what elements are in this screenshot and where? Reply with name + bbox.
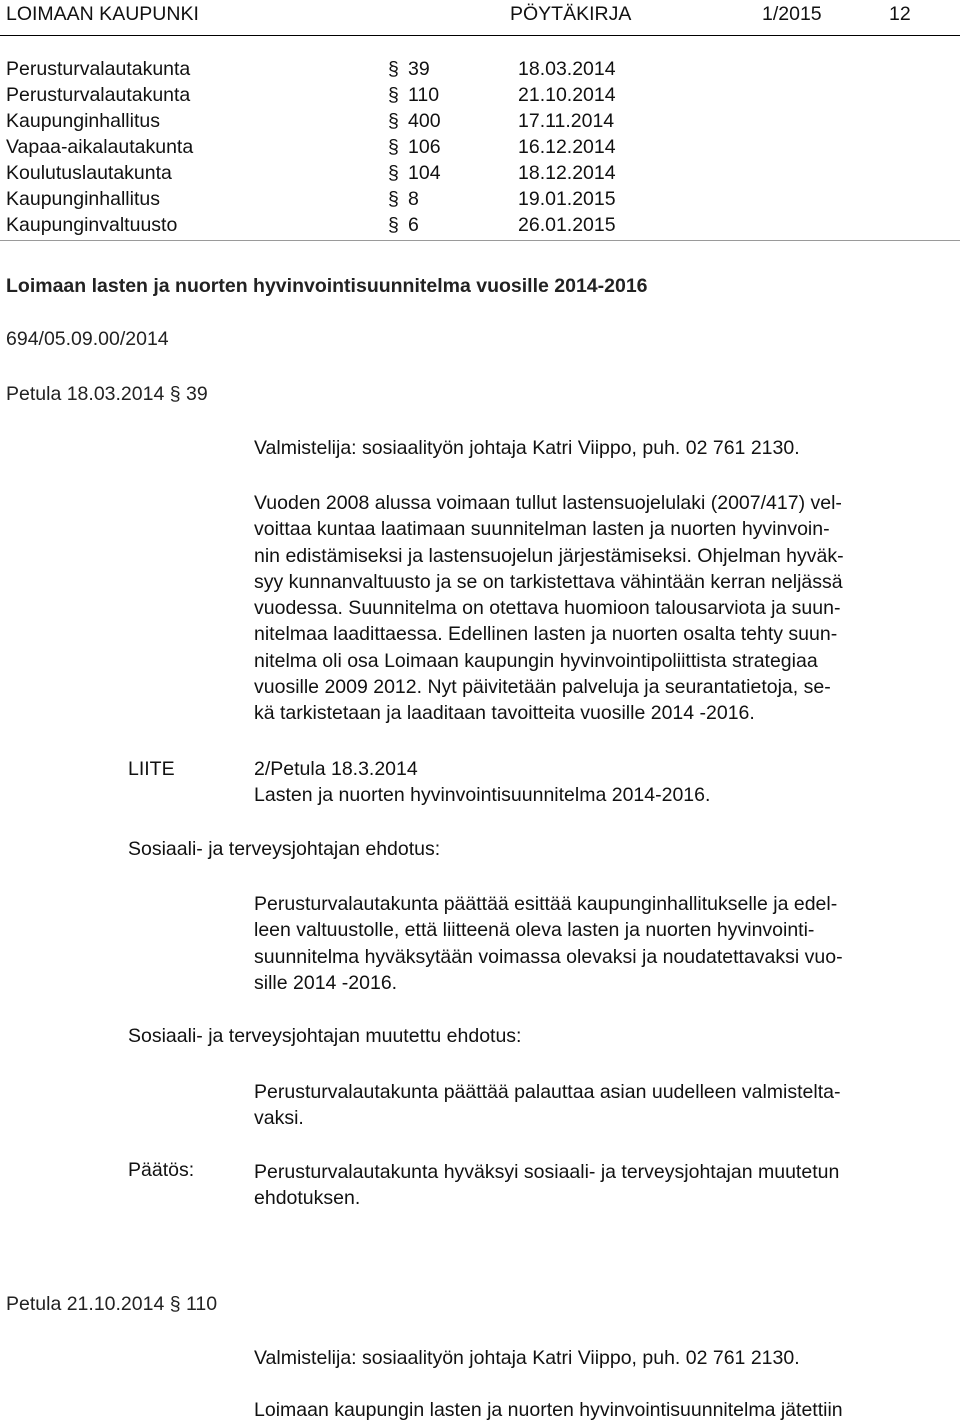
meeting-heading: Petula 18.03.2014 § 39 [6,383,208,405]
attachment-reference: 2/Petula 18.3.2014 [254,758,418,780]
decision-label: Päätös: [128,1159,195,1181]
history-section-number: 400 [408,110,441,132]
changed-proposal-label: Sosiaali- ja terveysjohtajan muutettu ehdotus: [128,1025,522,1047]
history-divider [0,240,960,241]
section-sign: § [388,188,399,210]
changed-proposal-paragraph [254,1079,840,1132]
history-date: 26.01.2015 [518,214,616,236]
paragraph-line: sille 2014 -2016. [254,971,398,994]
header-rule [0,35,960,36]
document-number: 1/2015 [762,3,822,25]
paragraph-line: nitelma oli osa Loimaan kaupungin hyvinvointipoliittista strategiaa [254,649,818,672]
history-section-number: 104 [408,162,441,184]
page-number: 12 [889,3,911,25]
document-type: PÖYTÄKIRJA [510,3,632,25]
history-section-number: 39 [408,58,430,80]
history-body: Koulutuslautakunta [6,162,172,184]
section-sign: § [388,162,399,184]
paragraph-line: syy kunnanvaltuusto ja se on tarkistettava vähintään kerran neljässä [254,570,843,593]
proposal-label: Sosiaali- ja terveysjohtajan ehdotus: [128,838,441,860]
history-body: Kaupunginvaltuusto [6,214,178,236]
paragraph-line: suunnitelma hyväksytään voimassa olevaksi ja noudatettavaksi vuo- [254,945,843,968]
history-body: Kaupunginhallitus [6,110,160,132]
paragraph-line: Loimaan kaupungin lasten ja nuorten hyvinvointisuunnitelma jätettiin [254,1399,843,1421]
history-section-number: 6 [408,214,419,236]
section-sign: § [388,58,399,80]
history-row [6,84,706,110]
history-date: 21.10.2014 [518,84,616,106]
history-section-number: 106 [408,136,441,158]
history-body: Vapaa-aikalautakunta [6,136,194,158]
paragraph-line: voittaa kuntaa laatimaan suunnitelman lasten ja nuorten hyvinvoin- [254,518,830,541]
history-row [6,214,706,240]
history-row [6,136,706,162]
history-row [6,58,706,84]
proposal-paragraph [254,891,843,996]
section-sign: § [388,110,399,132]
section-sign: § [388,136,399,158]
history-date: 17.11.2014 [518,110,615,132]
section-sign: § [388,84,399,106]
paragraph-line: Perusturvalautakunta päättää esittää kaupunginhallitukselle ja edel- [254,893,838,915]
history-section-number: 8 [408,188,419,210]
paragraph-line: Vuoden 2008 alussa voimaan tullut lastensuojelulaki (2007/417) vel- [254,492,842,514]
preparer-line: Valmistelija: sosiaalityön johtaja Katri Viippo, puh. 02 761 2130. [254,437,800,459]
paragraph-line: nitelmaa laadittaessa. Edellinen lasten ja nuorten osalta tehty suun- [254,623,838,646]
preparer-line: Valmistelija: sosiaalityön johtaja Katri Viippo, puh. 02 761 2130. [254,1347,800,1369]
attachment-label: LIITE [128,758,175,780]
org-name: LOIMAAN KAUPUNKI [6,3,199,25]
history-date: 16.12.2014 [518,136,616,158]
history-body: Kaupunginhallitus [6,188,160,210]
paragraph-line: Perusturvalautakunta hyväksyi sosiaali- ja terveysjohtajan muutetun [254,1161,840,1183]
paragraph-line: vuodessa. Suunnitelma on otettava huomioon talousarviota ja suun- [254,597,841,620]
history-date: 18.03.2014 [518,58,616,80]
history-body: Perusturvalautakunta [6,58,191,80]
matter-title: Loimaan lasten ja nuorten hyvinvointisuunnitelma vuosille 2014-2016 [6,275,648,297]
paragraph-line: vaksi. [254,1107,304,1130]
history-body: Perusturvalautakunta [6,84,191,106]
paragraph-line: kä tarkistetaan ja laaditaan tavoitteita vuosille 2014 -2016. [254,702,755,725]
history-date: 19.01.2015 [518,188,616,210]
section-sign: § [388,214,399,236]
attachment-title: Lasten ja nuorten hyvinvointisuunnitelma 2014-2016. [254,784,711,806]
history-row [6,162,706,188]
paragraph-line: vuosille 2009 2012. Nyt päivitetään palveluja ja seurantatietoja, se- [254,676,831,699]
background-paragraph [254,490,844,727]
paragraph-line: Perusturvalautakunta päättää palauttaa asian uudelleen valmistelta- [254,1081,841,1103]
meeting-heading: Petula 21.10.2014 § 110 [6,1293,218,1315]
paragraph-line: ehdotuksen. [254,1187,361,1210]
history-section-number: 110 [408,84,440,106]
register-number: 694/05.09.00/2014 [6,328,169,350]
history-row [6,188,706,214]
paragraph-line: leen valtuustolle, että liitteenä oleva lasten ja nuorten hyvinvointi- [254,919,815,942]
decision-paragraph [254,1159,839,1212]
history-row [6,110,706,136]
history-date: 18.12.2014 [518,162,616,184]
paragraph-line: nin edistämiseksi ja lastensuojelun järjestämiseksi. Ohjelman hyväk- [254,544,844,567]
